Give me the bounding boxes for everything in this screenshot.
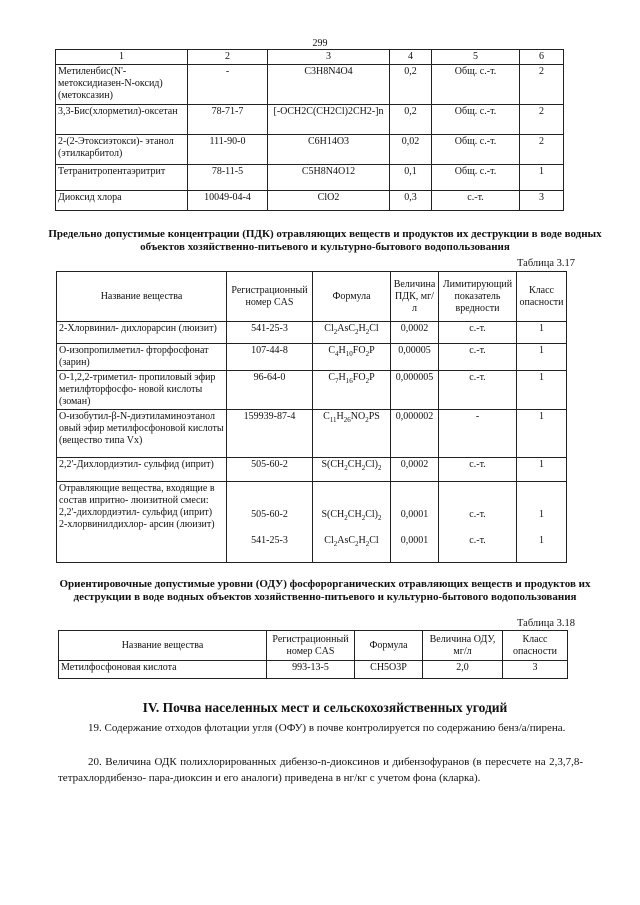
- hazard-class: 1: [517, 322, 567, 344]
- limiting-indicator: с.-т.: [439, 322, 517, 344]
- limiting-indicator: Общ. с.-т.: [432, 165, 520, 191]
- formula-subscript: 2: [377, 514, 382, 522]
- cas-number: 96-64-0: [227, 371, 313, 410]
- formula-part: NO: [350, 411, 366, 422]
- cas-number: 10049-04-4: [188, 191, 268, 211]
- hazard-class-item: 1: [539, 509, 544, 520]
- formula-part: Cl: [369, 323, 379, 334]
- substance-name: Диоксид хлора: [56, 191, 188, 211]
- formula-part: C: [328, 372, 336, 383]
- formula-part: H: [338, 372, 346, 383]
- formula: [313, 322, 391, 344]
- pdk-value-item: 0,0001: [400, 509, 429, 520]
- formula: [313, 371, 391, 410]
- hazard-class: 1: [517, 344, 567, 371]
- limit-value: 0,2: [390, 65, 432, 105]
- table-header-row: [57, 272, 567, 322]
- limit-value: 0,2: [390, 105, 432, 135]
- limiting-indicator: с.-т.: [439, 458, 517, 482]
- pdk-table-heading: Предельно допустимые концентрации (ПДК) отравляющих веществ и продуктов их деструкции в воде водных объектов хозяйственно-питьевого и культурно-бытового водопользования: [48, 228, 602, 253]
- formula-part: Cl): [365, 459, 378, 470]
- formula-subscript: 26: [343, 416, 351, 424]
- formula: [313, 458, 391, 482]
- table-row: [57, 371, 567, 410]
- column-header: Регистрационный номер CAS: [227, 272, 313, 322]
- column-header: 4: [390, 50, 432, 65]
- section-title: IV. Почва населенных мест и сельскохозяйственных угодий: [142, 700, 508, 715]
- column-header: Величина ПДК, мг/л: [391, 272, 439, 322]
- column-header: Лимитирующий показатель вредности: [439, 272, 517, 322]
- formula-subscript: 2: [355, 328, 359, 336]
- formula: C5H8N4O12: [268, 165, 390, 191]
- pdk-value: [391, 482, 439, 563]
- mixture-substance-name: 2-хлорвинилдихлор- арсин (люизит): [59, 519, 215, 530]
- limit-value: 0,1: [390, 165, 432, 191]
- table-row: [56, 105, 564, 135]
- formula: ClO2: [268, 191, 390, 211]
- pdk-value: 0,00005: [391, 344, 439, 371]
- mixture-substance-name: 2,2'-дихлордиэтил- сульфид (иприт): [59, 507, 213, 518]
- formula-subscript: 2: [355, 540, 359, 548]
- column-header: Класс опасности: [503, 631, 568, 661]
- paragraph-19: [58, 720, 583, 736]
- table-row: [59, 661, 568, 679]
- formula: [313, 482, 391, 563]
- formula-subscript: 2: [365, 350, 370, 358]
- hazard-class: 1: [517, 410, 567, 458]
- table-row: [56, 135, 564, 165]
- formula: [313, 344, 391, 371]
- substance-name: О-изопропилметил- фторфосфонат (зарин): [57, 344, 227, 371]
- table-row: [56, 191, 564, 211]
- pdk-value: 0,0002: [391, 322, 439, 344]
- column-header: Величина ОДУ, мг/л: [423, 631, 503, 661]
- table-row: [57, 410, 567, 458]
- formula-part: FO: [352, 345, 366, 356]
- pdk-value: 0,000005: [391, 371, 439, 410]
- column-header: Название вещества: [57, 272, 227, 322]
- formula-part: C: [323, 411, 330, 422]
- formula-part: CH: [347, 459, 362, 470]
- formula: C6H14O3: [268, 135, 390, 165]
- cas-number: [227, 482, 313, 563]
- pdk-value: 0,0002: [391, 458, 439, 482]
- hazard-class: 1: [517, 371, 567, 410]
- cas-number: 505-60-2: [227, 458, 313, 482]
- limiting-indicator: -: [439, 410, 517, 458]
- table-label: Таблица 3.17: [517, 258, 576, 269]
- substance-name: Метилфосфоновая кислота: [59, 661, 267, 679]
- formula-part: PS: [368, 411, 380, 422]
- formula-subscript: 10: [345, 350, 353, 358]
- hazard-class: 2: [520, 65, 564, 105]
- pdk-table: [56, 271, 567, 563]
- limiting-indicator: с.-т.: [439, 371, 517, 410]
- formula-item: [315, 509, 388, 535]
- formula-part: H: [358, 535, 366, 546]
- substance-name: О-изобутил-β-N-диэтиламиноэтанол овый эфир метилфосфоновой кислоты (вещество типа Vx): [57, 410, 227, 458]
- formula-subscript: 4: [335, 350, 339, 358]
- substance-name: 2-(2-Этоксиэтокси)- этанол (этилкарбитол): [56, 135, 188, 165]
- odu-table: [58, 630, 568, 679]
- formula: CH5O3P: [355, 661, 423, 679]
- substance-name: О-1,2,2-триметил- пропиловый эфир метилфторфосфо- новой кислоты (зоман): [57, 371, 227, 410]
- limiting-indicator: с.-т.: [432, 191, 520, 211]
- column-header: 2: [188, 50, 268, 65]
- substance-name: 3,3-Бис(хлорметил)-оксетан: [56, 105, 188, 135]
- table-row: [56, 65, 564, 105]
- formula-subscript: 2: [344, 514, 348, 522]
- limiting-indicator: с.-т.: [439, 344, 517, 371]
- limit-value: 0,02: [390, 135, 432, 165]
- column-header: 5: [432, 50, 520, 65]
- column-header: Формула: [313, 272, 391, 322]
- pdk-value: 0,000002: [391, 410, 439, 458]
- column-header: Формула: [355, 631, 423, 661]
- formula-item: [315, 535, 388, 561]
- limiting-indicator: Общ. с.-т.: [432, 105, 520, 135]
- limiting-indicator-item: с.-т.: [469, 535, 486, 546]
- table-row: [57, 482, 567, 563]
- formula-subscript: 2: [344, 464, 348, 472]
- cas-number-item: 541-25-3: [251, 535, 288, 546]
- formula-part: P: [369, 372, 375, 383]
- hazard-class: 1: [520, 165, 564, 191]
- table-row: [57, 344, 567, 371]
- column-header: Регистрационный номер CAS: [267, 631, 355, 661]
- hazard-class: 1: [517, 458, 567, 482]
- formula-subscript: 2: [361, 464, 366, 472]
- formula-subscript: 2: [365, 328, 370, 336]
- cas-number: 78-11-5: [188, 165, 268, 191]
- limiting-indicator: [439, 482, 517, 563]
- formula-part: AsC: [337, 323, 356, 334]
- column-header: 1: [56, 50, 188, 65]
- formula-part: CH: [347, 509, 362, 520]
- formula-subscript: 2: [333, 328, 338, 336]
- substance-name: 2,2'-Дихлордиэтил- сульфид (иприт): [57, 458, 227, 482]
- formula-subscript: 11: [329, 416, 337, 424]
- substance-name: 2-Хлорвинил- дихлорарсин (люизит): [57, 322, 227, 344]
- formula-part: H: [336, 411, 344, 422]
- substances-table-continued: [55, 49, 564, 211]
- column-header: Название вещества: [59, 631, 267, 661]
- hazard-class: [517, 482, 567, 563]
- formula-part: S(CH: [321, 509, 345, 520]
- formula-part: H: [358, 323, 366, 334]
- cas-number: 541-25-3: [227, 322, 313, 344]
- table-header-row: [59, 631, 568, 661]
- formula-part: Cl): [365, 509, 378, 520]
- table-label: Таблица 3.18: [517, 618, 576, 629]
- cas-number: 111-90-0: [188, 135, 268, 165]
- formula-part: C: [328, 345, 336, 356]
- limiting-indicator-item: с.-т.: [469, 509, 486, 520]
- formula-part: AsC: [337, 535, 356, 546]
- cas-number: 78-71-7: [188, 105, 268, 135]
- hazard-class: 2: [520, 105, 564, 135]
- hazard-class: 3: [520, 191, 564, 211]
- paragraph-20: [58, 754, 583, 786]
- formula-subscript: 2: [365, 540, 370, 548]
- mixture-intro: Отравляющие вещества, входящие в состав ипритно- люизитной смеси:: [59, 483, 215, 506]
- substance-name: Метиленбис(N'-метоксидиазен-N-оксид) (метоксазин): [56, 65, 188, 105]
- pdk-value-item: 0,0001: [400, 535, 429, 546]
- formula-part: Cl: [324, 535, 334, 546]
- formula: C3H8N4O4: [268, 65, 390, 105]
- hazard-class-item: 1: [539, 535, 544, 546]
- formula-part: S(CH: [321, 459, 345, 470]
- hazard-class: 3: [503, 661, 568, 679]
- limiting-indicator: Общ. с.-т.: [432, 65, 520, 105]
- cas-number: 107-44-8: [227, 344, 313, 371]
- formula: [-OCH2C(CH2Cl)2CH2-]n: [268, 105, 390, 135]
- page-number: 299: [312, 38, 328, 49]
- substance-name: Тетранитропентаэритрит: [56, 165, 188, 191]
- table-row: [57, 458, 567, 482]
- paragraph-text: 20. Величина ОДК полихлорированных дибензо-n-диоксинов и дибензофуранов (в пересчете на 2,3,7,8-тетрахлордибензо- пара-диоксин и его аналоги) приведена в нг/кг с учетом фона (кларка).: [58, 756, 583, 784]
- column-header: Класс опасности: [517, 272, 567, 322]
- table-header-row: [56, 50, 564, 65]
- formula-part: Cl: [369, 535, 379, 546]
- odu-value: 2,0: [423, 661, 503, 679]
- paragraph-text: 19. Содержание отходов флотации угля (ОФУ) в почве контролируется по содержанию бенз/а/пирена.: [88, 722, 566, 734]
- odu-table-heading: Ориентировочные допустимые уровни (ОДУ) фосфорорганических отравляющих веществ и продуктов их деструкции в воде водных объектов хозяйственно-питьевого и культурно-бытового водопользования: [59, 578, 591, 603]
- limiting-indicator: Общ. с.-т.: [432, 135, 520, 165]
- cas-number: 993-13-5: [267, 661, 355, 679]
- table-row: [56, 165, 564, 191]
- column-header: 3: [268, 50, 390, 65]
- cas-number: 159939-87-4: [227, 410, 313, 458]
- formula-subscript: 2: [377, 464, 382, 472]
- formula-part: FO: [352, 372, 366, 383]
- formula-part: H: [338, 345, 346, 356]
- formula-subscript: 7: [335, 377, 339, 385]
- formula-subscript: 2: [361, 514, 366, 522]
- mixture-names: [57, 482, 227, 563]
- formula-subscript: 16: [345, 377, 353, 385]
- cas-number-item: 505-60-2: [251, 509, 288, 520]
- formula-part: Cl: [324, 323, 334, 334]
- formula-subscript: 2: [365, 416, 369, 424]
- table-row: [57, 322, 567, 344]
- cas-number: -: [188, 65, 268, 105]
- formula: [313, 410, 391, 458]
- formula-subscript: 2: [365, 377, 370, 385]
- column-header: 6: [520, 50, 564, 65]
- limit-value: 0,3: [390, 191, 432, 211]
- formula-subscript: 2: [333, 540, 338, 548]
- hazard-class: 2: [520, 135, 564, 165]
- formula-part: P: [369, 345, 375, 356]
